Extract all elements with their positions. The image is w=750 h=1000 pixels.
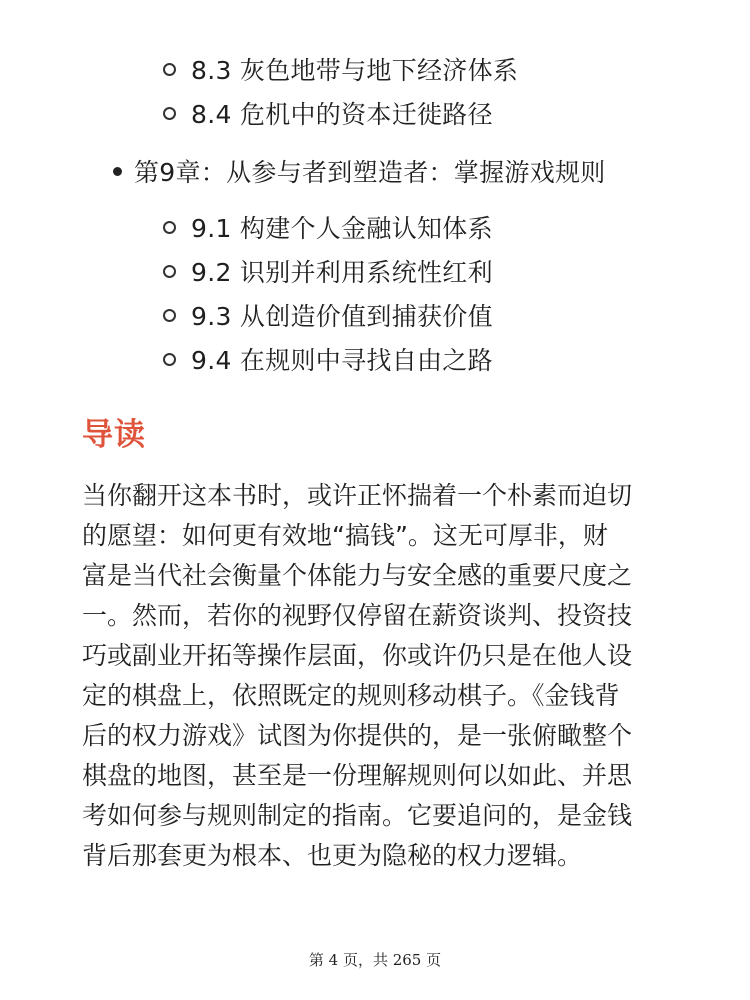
filled-bullet-icon [113,167,122,176]
toc-item-9-1[interactable] [163,209,493,249]
hollow-bullet-icon [163,63,176,76]
paragraph-line: 考如何参与规则制定的指南。它要追问的，是金钱 [82,801,633,830]
paragraph-line: 的愿望：如何更有效地“搞钱”。这无可厚非，财 [82,521,608,550]
hollow-bullet-icon [163,107,176,120]
hollow-bullet-icon [163,221,176,234]
toc-chapter-label: 第9章：从参与者到塑造者：掌握游戏规则 [134,158,606,187]
toc-item-9-3[interactable] [163,297,493,337]
paragraph-line: 当你翻开这本书时，或许正怀揣着一个朴素而迫切 [82,481,633,510]
page-number-footer: 第 4 页，共 265 页 [308,951,442,969]
toc-chapter-9[interactable] [113,153,606,193]
toc-item-9-2[interactable] [163,253,493,293]
paragraph-line: 背后那套更为根本、也更为隐秘的权力逻辑。 [82,841,583,870]
paragraph-line: 一。然而，若你的视野仅停留在薪资谈判、投资技 [82,601,633,630]
paragraph-line: 富是当代社会衡量个体能力与安全感的重要尺度之 [82,561,633,590]
hollow-bullet-icon [163,309,176,322]
toc-item-label: 9.4 在规则中寻找自由之路 [191,346,493,375]
toc-item-label: 8.3 灰色地带与地下经济体系 [191,56,519,85]
toc-item-8-3[interactable] [163,51,518,91]
section-heading: 导读 [82,417,146,453]
toc-item-label: 9.3 从创造价值到捕获价值 [191,302,493,331]
hollow-bullet-icon [163,353,176,366]
hollow-bullet-icon [163,265,176,278]
toc-item-9-4[interactable] [163,341,493,381]
toc-item-label: 9.1 构建个人金融认知体系 [191,214,493,243]
intro-paragraph [82,476,670,876]
toc-item-label: 8.4 危机中的资本迁徙路径 [191,100,493,129]
paragraph-line: 巧或副业开拓等操作层面，你或许仍只是在他人设 [82,641,633,670]
paragraph-line: 定的棋盘上，依照既定的规则移动棋子。《金钱背 [82,681,620,710]
toc-item-8-4[interactable] [163,95,493,135]
toc-item-label: 9.2 识别并利用系统性红利 [191,258,493,287]
paragraph-line: 棋盘的地图，甚至是一份理解规则何以如此、并思 [82,761,633,790]
paragraph-line: 后的权力游戏》试图为你提供的，是一张俯瞰整个 [82,721,633,750]
